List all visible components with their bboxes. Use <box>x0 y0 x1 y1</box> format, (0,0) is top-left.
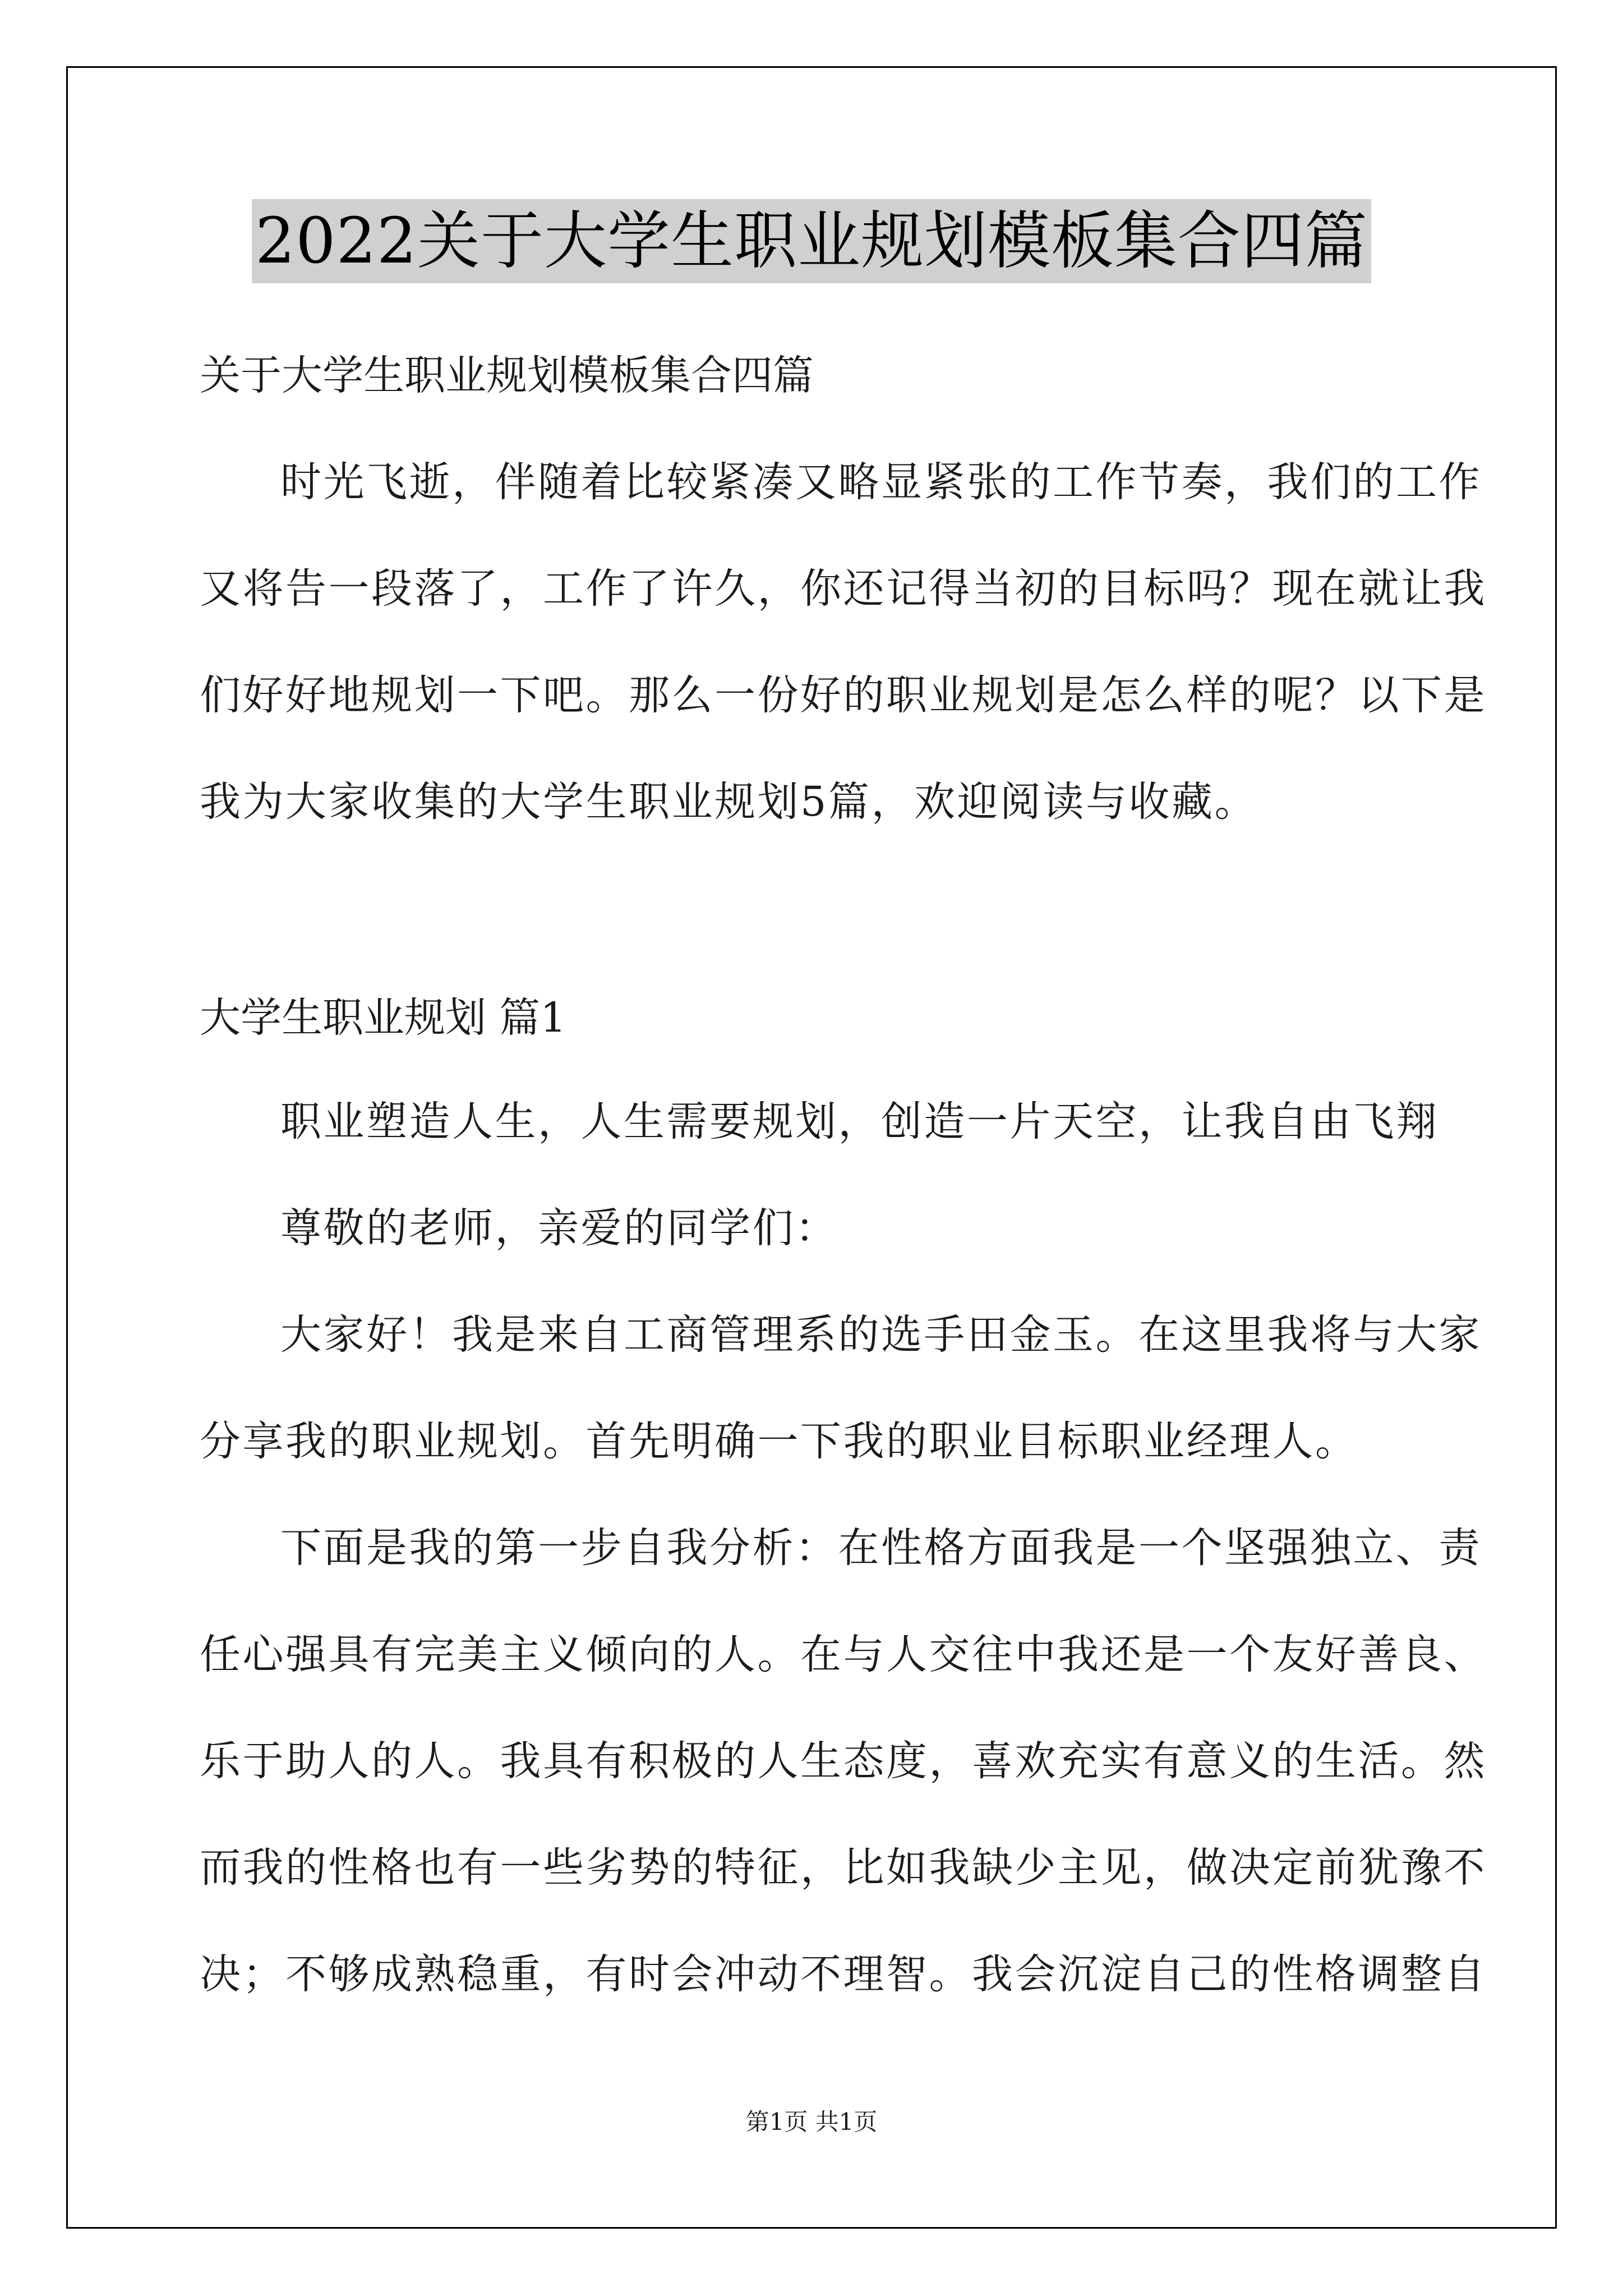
section-line-7: 乐于助人的人。我具有积极的人生态度，喜欢充实有意义的生活。然 <box>200 1737 1487 1785</box>
intro-line-4: 我为大家收集的大学生职业规划5篇，欢迎阅读与收藏。 <box>200 778 1257 826</box>
section-line-3: 大家好！我是来自工商管理系的选手田金玉。在这里我将与大家 <box>280 1311 1482 1359</box>
intro-line-1: 时光飞逝，伴随着比较紧凑又略显紧张的工作节奏，我们的工作 <box>280 458 1482 506</box>
section-line-9: 决；不够成熟稳重，有时会冲动不理智。我会沉淀自己的性格调整自 <box>200 1950 1487 1998</box>
section-line-8: 而我的性格也有一些劣势的特征，比如我缺少主见，做决定前犹豫不 <box>200 1844 1487 1892</box>
section-line-2: 尊敬的老师，亲爱的同学们： <box>280 1204 838 1252</box>
intro-line-3: 们好好地规划一下吧。那么一份好的职业规划是怎么样的呢？以下是 <box>200 671 1487 719</box>
section-heading: 大学生职业规划 篇1 <box>200 994 566 1042</box>
document-title: 2022关于大学生职业规划模板集合四篇 <box>252 199 1371 283</box>
section-line-4: 分享我的职业规划。首先明确一下我的职业目标职业经理人。 <box>200 1418 1358 1465</box>
section-line-1: 职业塑造人生，人生需要规划，创造一片天空，让我自由飞翔 <box>280 1098 1439 1145</box>
section-line-5: 下面是我的第一步自我分析：在性格方面我是一个坚强独立、责 <box>280 1524 1482 1572</box>
page-footer: 第1页 共1页 <box>745 2108 878 2136</box>
subtitle: 关于大学生职业规划模板集合四篇 <box>200 352 814 399</box>
intro-line-2: 又将告一段落了，工作了许久，你还记得当初的目标吗？现在就让我 <box>200 565 1487 613</box>
title-container <box>0 199 1623 283</box>
section-line-6: 任心强具有完美主义倾向的人。在与人交往中我还是一个友好善良、 <box>200 1631 1487 1678</box>
